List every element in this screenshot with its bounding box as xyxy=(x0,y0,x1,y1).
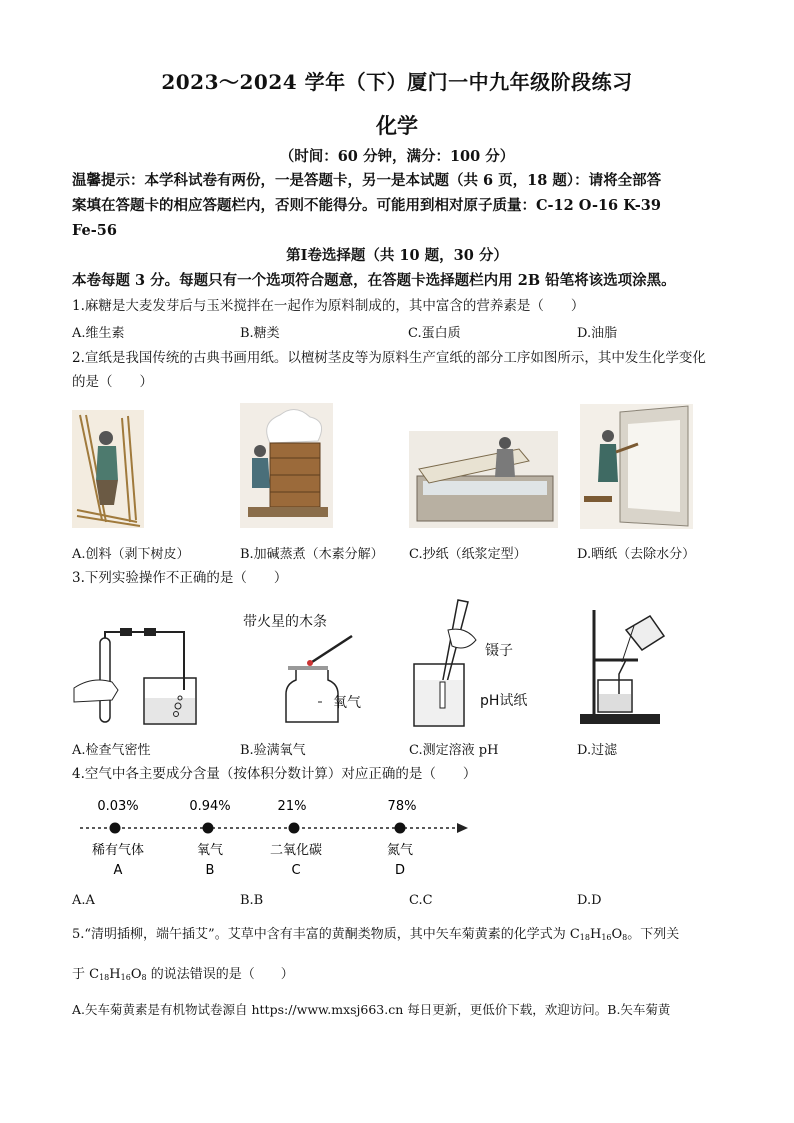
q5-line2-element-h: H xyxy=(109,967,121,982)
time-info: （时间：60 分钟，满分：100 分） xyxy=(279,148,515,165)
q4-option-b: B.B xyxy=(240,893,264,908)
q4-percent-b: 0.94% xyxy=(189,799,231,814)
q2-image-a-peeling-bark xyxy=(72,410,144,528)
q1-stem: 1.麻糖是大麦发芽后与玉米搅拌在一起作为原料制成的，其中富含的营养素是（ ） xyxy=(72,298,585,314)
q3-image-b-oxygen-bottle xyxy=(282,618,372,730)
q3-image-c-ph-test xyxy=(412,596,492,731)
q2-stem-line-2: 的是（ ） xyxy=(72,374,153,390)
q4-letter-d: D xyxy=(394,863,406,878)
q4-name-b: 氧气 xyxy=(196,843,224,858)
q4-name-d: 氮气 xyxy=(386,843,414,858)
q4-point-d xyxy=(387,799,416,878)
q3-option-d: D.过滤 xyxy=(577,743,618,758)
q1-option-d: D.油脂 xyxy=(577,326,618,341)
q3-option-c: C.测定溶液 pH xyxy=(409,743,499,758)
q5-line2-sub-h: 16 xyxy=(120,973,131,982)
q5-stem-tail: 。下列关 xyxy=(627,927,680,942)
q4-air-composition-diagram xyxy=(72,792,482,882)
q4-option-c: C.C xyxy=(409,893,433,908)
tip-line-2: 案填在答题卡的相应答题栏内，否则不能得分。可能用到相对原子质量：C-12 O-16 K-39 xyxy=(72,197,661,214)
q5-line2-tail: 的说法错误的是（ ） xyxy=(146,967,294,982)
q5-line2-element-o: O xyxy=(130,967,142,982)
q3-label-tweezers: 镊子 xyxy=(485,643,513,659)
q3-image-a-airtightness xyxy=(72,628,197,728)
q5-element-o: O xyxy=(611,927,623,942)
q5-line2-sub-c: 18 xyxy=(99,973,110,982)
q4-point-b xyxy=(189,799,230,878)
q3-stem: 3.下列实验操作不正确的是（ ） xyxy=(72,570,288,586)
q4-option-d: D.D xyxy=(577,893,602,908)
q4-name-a: 稀有气体 xyxy=(91,843,145,858)
section-instruction: 本卷每题 3 分。每题只有一个选项符合题意，在答题卡选择题栏内用 2B 铅笔将该选项涂黑。 xyxy=(72,272,676,289)
q2-option-d: D.晒纸（去除水分） xyxy=(577,547,696,562)
q4-point-c xyxy=(270,799,322,878)
q3-option-a: A.检查气密性 xyxy=(72,743,151,758)
q3-image-d-filtration xyxy=(578,604,673,728)
q2-image-d-drying-paper xyxy=(580,404,693,529)
q4-name-c: 二氧化碳 xyxy=(269,843,323,858)
q2-image-c-paper-making xyxy=(409,431,558,528)
q4-percent-c: 21% xyxy=(277,799,307,814)
q4-option-a: A.A xyxy=(72,893,95,908)
q5-stem-line-1 xyxy=(72,922,724,950)
q5-stem-text: 5.“清明插柳，端午插艾”。艾草中含有丰富的黄酮类物质，其中矢车菊黄素的化学式为 C xyxy=(72,927,580,942)
q2-option-a: A.创料（剥下树皮） xyxy=(72,547,190,562)
q2-option-c: C.抄纸（纸浆定型） xyxy=(409,547,527,562)
q3-option-b: B.验满氧气 xyxy=(240,743,306,758)
tip-line-3: Fe-56 xyxy=(72,222,117,239)
exam-title: 2023～2024 学年（下）厦门一中九年级阶段练习 xyxy=(161,70,633,94)
q4-stem: 4.空气中各主要成分含量（按体积分数计算）对应正确的是（ ） xyxy=(72,766,477,782)
q4-point-a xyxy=(92,799,144,878)
q4-percent-d: 78% xyxy=(387,799,417,814)
q5-option-line: A.矢车菊黄素是有机物试卷源自 https://www.mxsj663.cn 每日更新，更低价下载，欢迎访问。B.矢车菊黄 xyxy=(72,1002,671,1017)
q5-sub-c: 18 xyxy=(579,933,590,942)
tip-line-1: 温馨提示：本学科试卷有两份，一是答题卡，另一是本试题（共 6 页，18 题）：请将全部答 xyxy=(72,172,662,189)
q4-letter-b: B xyxy=(205,863,215,878)
q4-percent-a: 0.03% xyxy=(97,799,139,814)
q4-letter-a: A xyxy=(113,863,123,878)
q5-sub-h: 16 xyxy=(601,933,612,942)
q1-option-b: B.糖类 xyxy=(240,326,280,341)
q5-line2-start: 于 C xyxy=(72,967,100,982)
q1-option-c: C.蛋白质 xyxy=(408,326,461,341)
q3-label-ph-paper: pH试纸 xyxy=(480,693,528,709)
q5-stem-line-2 xyxy=(72,962,724,990)
q2-option-b: B.加碱蒸煮（木素分解） xyxy=(240,547,384,562)
q3-label-oxygen: 氧气 xyxy=(333,695,361,711)
q2-stem-line-1: 2.宣纸是我国传统的古典书画用纸。以檀树茎皮等为原料生产宣纸的部分工序如图所示，其中发生化学变化 xyxy=(72,350,706,366)
q4-letter-c: C xyxy=(291,863,301,878)
q2-image-b-alkali-boiling xyxy=(240,403,333,528)
q5-sub-o: 8 xyxy=(622,933,628,942)
subject-title: 化学 xyxy=(376,113,418,138)
q5-line2-sub-o: 8 xyxy=(141,973,147,982)
q3-label-splint: 带火星的木条 xyxy=(243,614,327,630)
q5-element-h: H xyxy=(589,927,602,942)
section-title: 第Ⅰ卷选择题（共 10 题，30 分） xyxy=(286,247,508,264)
q1-option-a: A.维生素 xyxy=(72,326,125,341)
